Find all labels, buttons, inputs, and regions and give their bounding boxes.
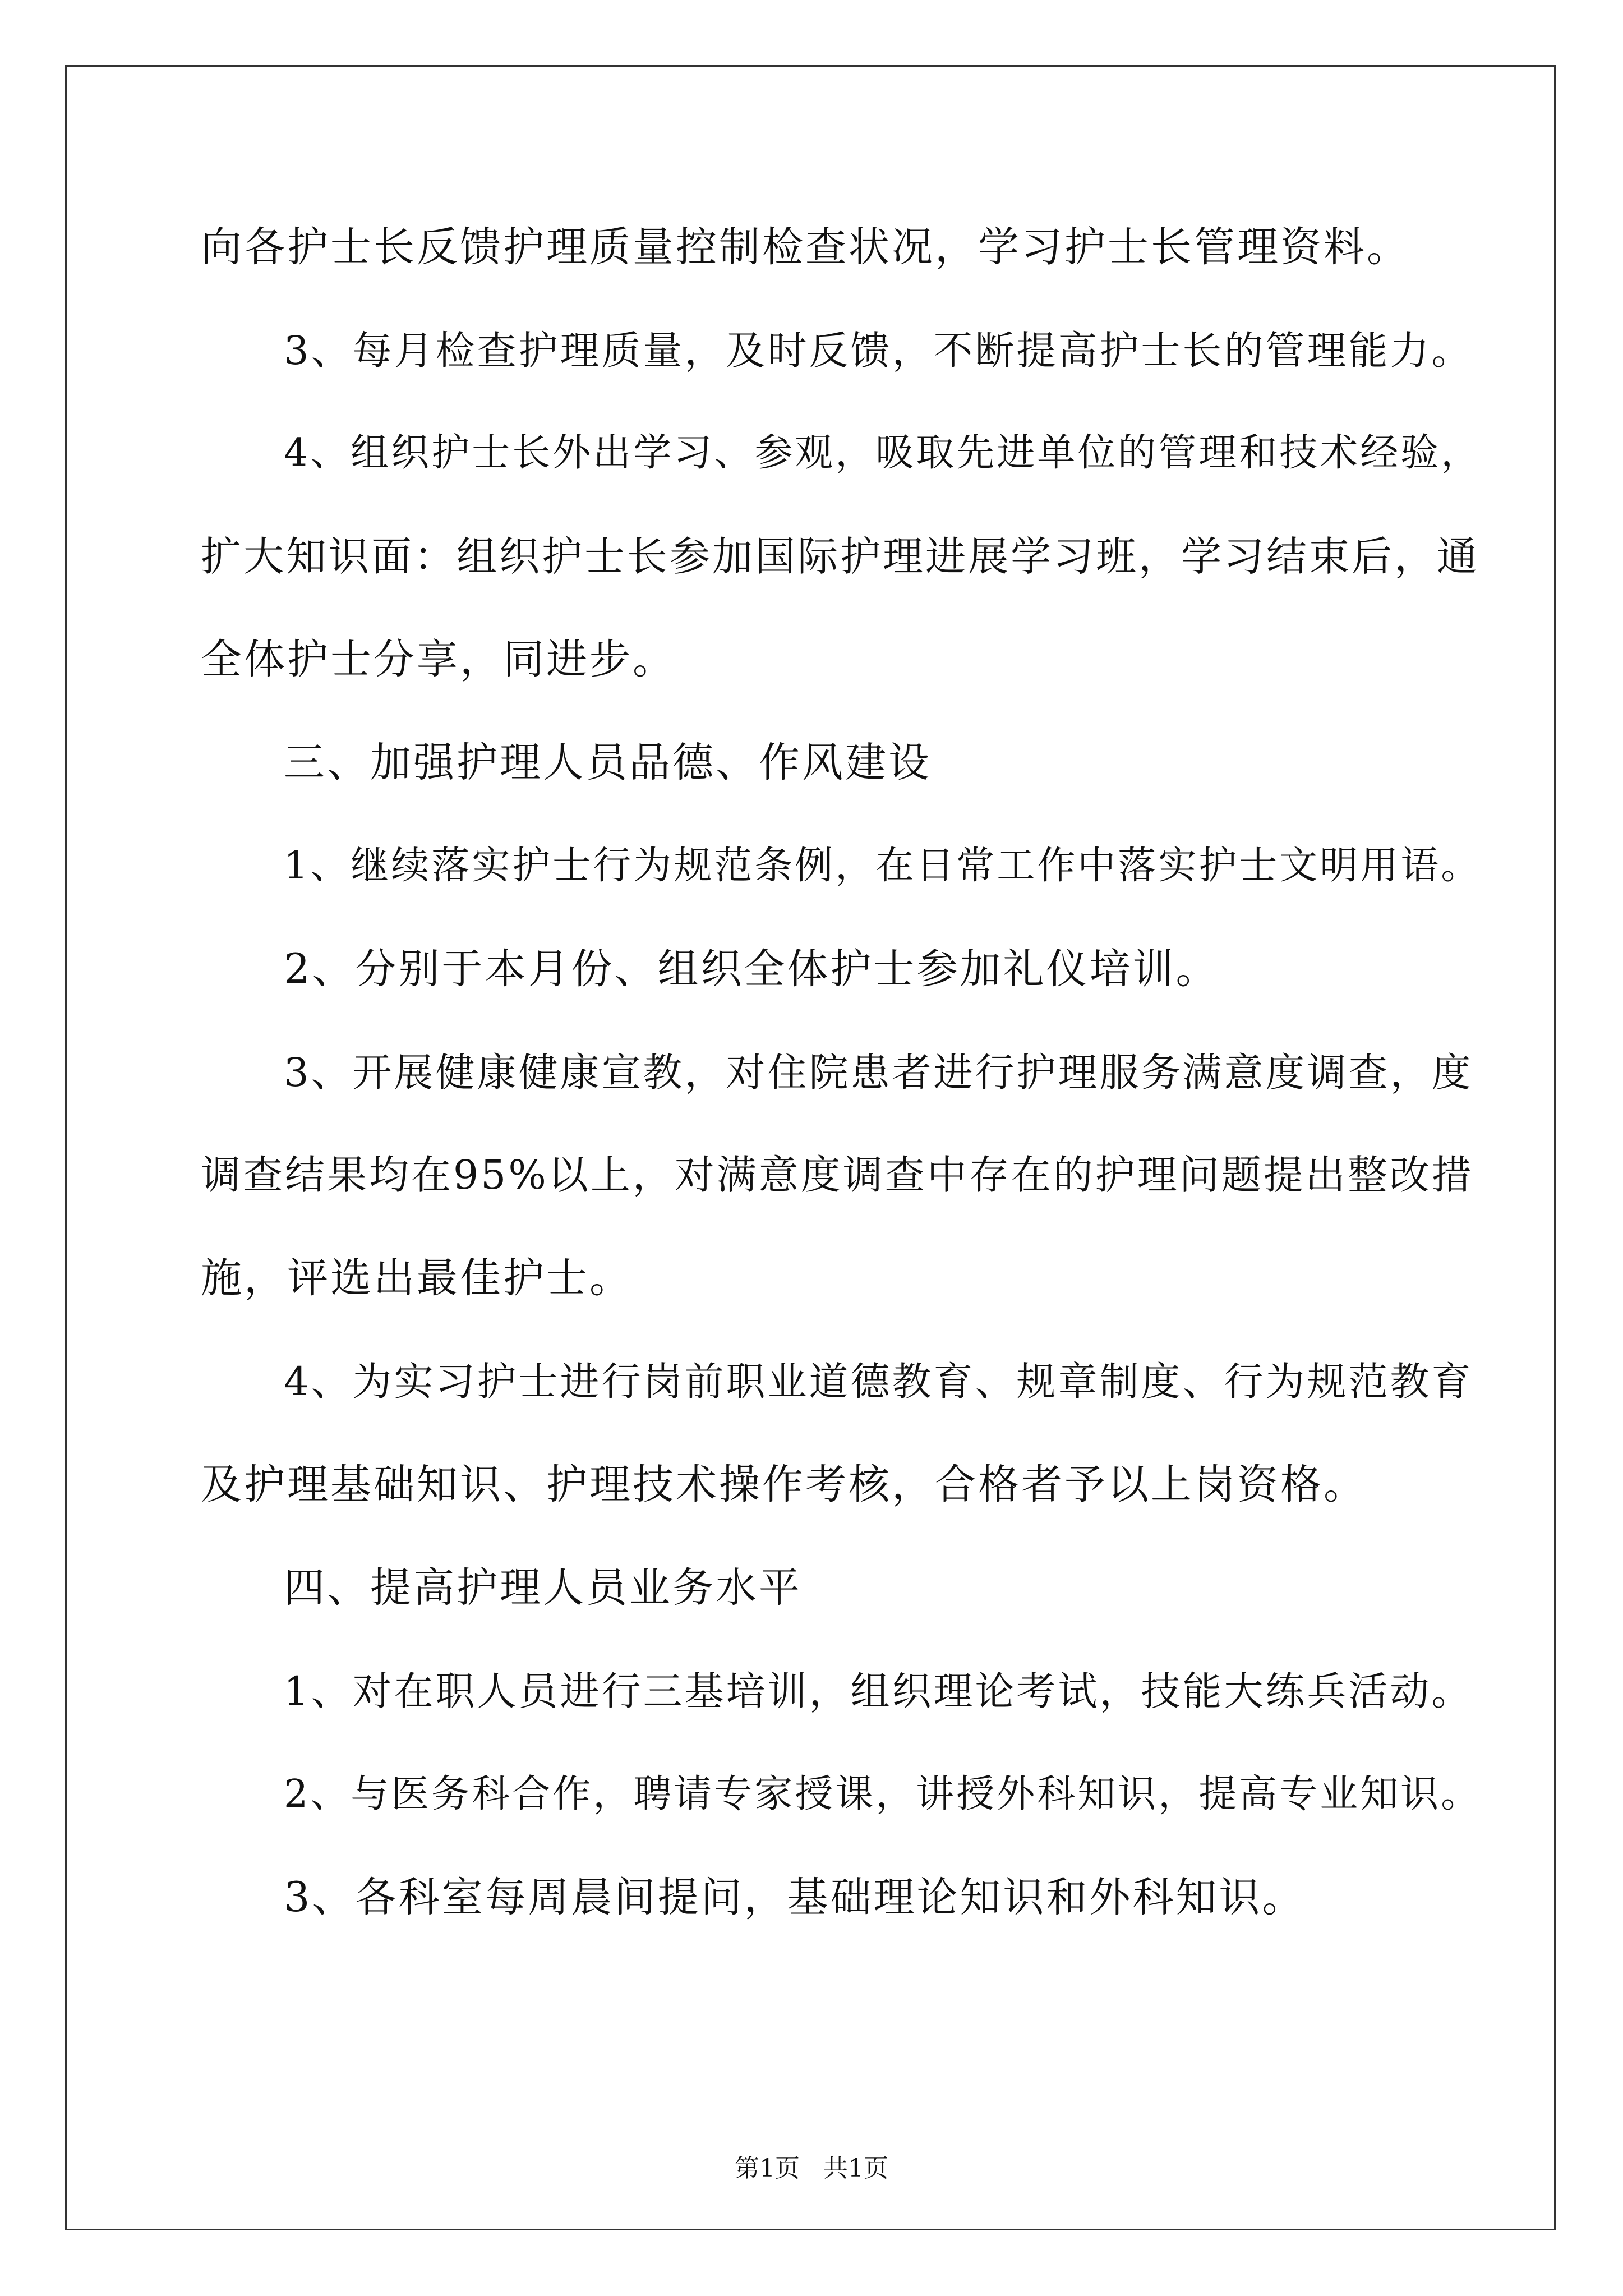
text-line: 及护理基础知识、护理技术操作考核，合格者予以上岗资格。: [201, 1461, 1367, 1508]
text-line: 3、开展健康健康宣教，对住院患者进行护理服务满意度调查，度: [284, 1050, 1473, 1096]
text-line: 2、分别于本月份、组织全体护士参加礼仪培训。: [284, 945, 1219, 993]
text-line: 1、对在职人员进行三基培训，组织理论考试，技能大练兵活动。: [284, 1668, 1473, 1714]
section-heading: 三、加强护理人员品德、作风建设: [284, 739, 932, 786]
text-line: 向各护士长反馈护理质量控制检查状况，学习护士长管理资料。: [201, 223, 1410, 271]
text-line: 全体护士分享，同进步。: [201, 636, 676, 683]
text-line: 3、各科室每周晨间提问，基础理论知识和外科知识。: [284, 1874, 1306, 1921]
text-line: 施，评选出最佳护士。: [201, 1254, 633, 1302]
text-line: 1、继续落实护士行为规范条例，在日常工作中落实护士文明用语。: [284, 844, 1482, 888]
text-line: 4、组织护士长外出学习、参观，吸取先进单位的管理和技术经验，: [284, 431, 1482, 475]
text-line: 扩大知识面：组织护士长参加国际护理进展学习班，学习结束后，通: [201, 533, 1480, 580]
section-heading: 四、提高护理人员业务水平: [284, 1564, 802, 1612]
text-line: 调查结果均在95%以上，对满意度调查中存在的护理问题提出整改措: [201, 1152, 1474, 1198]
page-footer: 第1页 共1页: [735, 2154, 888, 2183]
text-line: 2、与医务科合作，聘请专家授课，讲授外科知识，提高专业知识。: [284, 1772, 1482, 1816]
text-line: 4、为实习护士进行岗前职业道德教育、规章制度、行为规范教育: [284, 1359, 1473, 1405]
text-line: 3、每月检查护理质量，及时反馈，不断提高护士长的管理能力。: [284, 328, 1473, 374]
